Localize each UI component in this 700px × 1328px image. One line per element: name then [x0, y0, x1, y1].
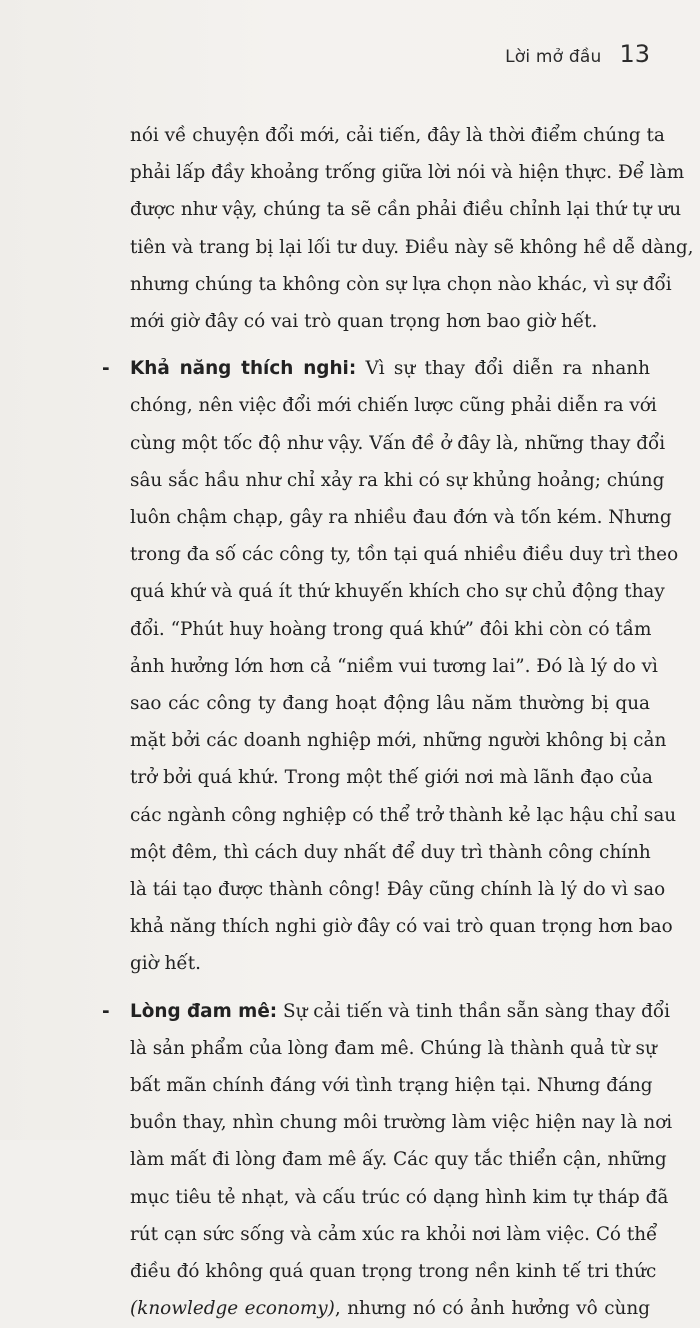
bullet-term: Khả năng thích nghi:: [130, 358, 357, 380]
text-line: sâu sắc hầu như chỉ xảy ra khi có sự khủng hoảng; chúng: [130, 469, 665, 491]
text-line: là sản phẩm của lòng đam mê. Chúng là thành quả từ sự: [130, 1037, 657, 1059]
text-line: trở bởi quá khứ. Trong một thế giới nơi mà lãnh đạo của: [130, 767, 653, 789]
text-run: , nhưng nó có ảnh hưởng vô cùng: [334, 1298, 650, 1320]
running-header: [505, 40, 650, 68]
text-line: sao các công ty đang hoạt động lâu năm thường bị qua: [130, 693, 650, 715]
text-line: được như vậy, chúng ta sẽ cần phải điều chỉnh lại thứ tự ưu: [130, 199, 682, 221]
text-line: mục tiêu tẻ nhạt, và cấu trúc có dạng hình kim tự tháp đã: [130, 1186, 669, 1208]
text-line: tiên và trang bị lại lối tư duy. Điều này sẽ không hề dễ dàng,: [130, 236, 694, 258]
text-line: nói về chuyện đổi mới, cải tiến, đây là thời điểm chúng ta: [130, 125, 665, 146]
text-line: làm mất đi lòng đam mê ấy. Các quy tắc thiển cận, những: [130, 1149, 667, 1171]
text-line: luôn chậm chạp, gây ra nhiều đau đớn và tốn kém. Nhưng: [130, 507, 672, 529]
text-line: [130, 1290, 650, 1327]
text-line: [130, 993, 671, 1030]
page-number: 13: [619, 40, 650, 68]
paragraph-intro-continuation: [130, 117, 694, 340]
text-line: một đêm, thì cách duy nhất để duy trì thành công chính: [130, 841, 651, 863]
text-line: bất mãn chính đáng với tình trạng hiện tại. Nhưng đáng: [130, 1075, 653, 1097]
text-line: giờ hết.: [130, 953, 201, 975]
text-line: ảnh hưởng lớn hơn cả “niềm vui tương lai”. Đó là lý do vì: [130, 655, 658, 677]
text-line: điều đó không quá quan trọng trong nền kinh tế tri thức: [130, 1261, 657, 1283]
text-line: chóng, nên việc đổi mới chiến lược cũng phải diễn ra với: [130, 395, 657, 417]
text-line: mới giờ đây có vai trò quan trọng hơn bao giờ hết.: [130, 311, 598, 333]
text-line: phải lấp đầy khoảng trống giữa lời nói và hiện thực. Để làm: [130, 162, 685, 184]
text-line: rút cạn sức sống và cảm xúc ra khỏi nơi làm việc. Có thể: [130, 1223, 658, 1245]
text-line: trong đa số các công ty, tồn tại quá nhiều điều duy trì theo: [130, 544, 679, 566]
text-line: đổi. “Phút huy hoàng trong quá khứ” đôi khi còn có tầm: [130, 618, 652, 640]
text-line: nhưng chúng ta không còn sự lựa chọn nào khác, vì sự đổi: [130, 273, 672, 295]
text-line: [130, 350, 650, 387]
text-line: cùng một tốc độ như vậy. Vấn đề ở đây là, những thay đổi: [130, 432, 666, 454]
text-line: là tái tạo được thành công! Đây cũng chính là lý do vì sao: [130, 879, 666, 901]
text-line: mặt bởi các doanh nghiệp mới, những người không bị cản: [130, 730, 667, 752]
text-run: Sự cải tiến và tinh thần sẵn sàng thay đổi: [277, 1000, 671, 1022]
text-line: khả năng thích nghi giờ đây có vai trò quan trọng hơn bao: [130, 916, 673, 938]
body-text: [102, 117, 694, 1328]
text-line: các ngành công nghiệp có thể trở thành kẻ lạc hậu chỉ sau: [130, 804, 677, 826]
bullet-item-passion: [102, 993, 673, 1328]
bullet-dash: -: [102, 358, 110, 380]
bullet-term: Lòng đam mê:: [130, 1000, 278, 1022]
section-title: Lời mở đầu: [505, 47, 602, 67]
bullet-item-adaptability: [102, 350, 679, 982]
bullet-dash: -: [102, 1000, 110, 1022]
text-line: buồn thay, nhìn chung môi trường làm việc hiện nay là nơi: [130, 1112, 673, 1134]
text-run: Vì sự thay đổi diễn ra nhanh: [356, 358, 650, 380]
text-line: quá khứ và quá ít thứ khuyến khích cho sự chủ động thay: [130, 581, 665, 603]
italic-term: (knowledge economy): [130, 1298, 335, 1320]
